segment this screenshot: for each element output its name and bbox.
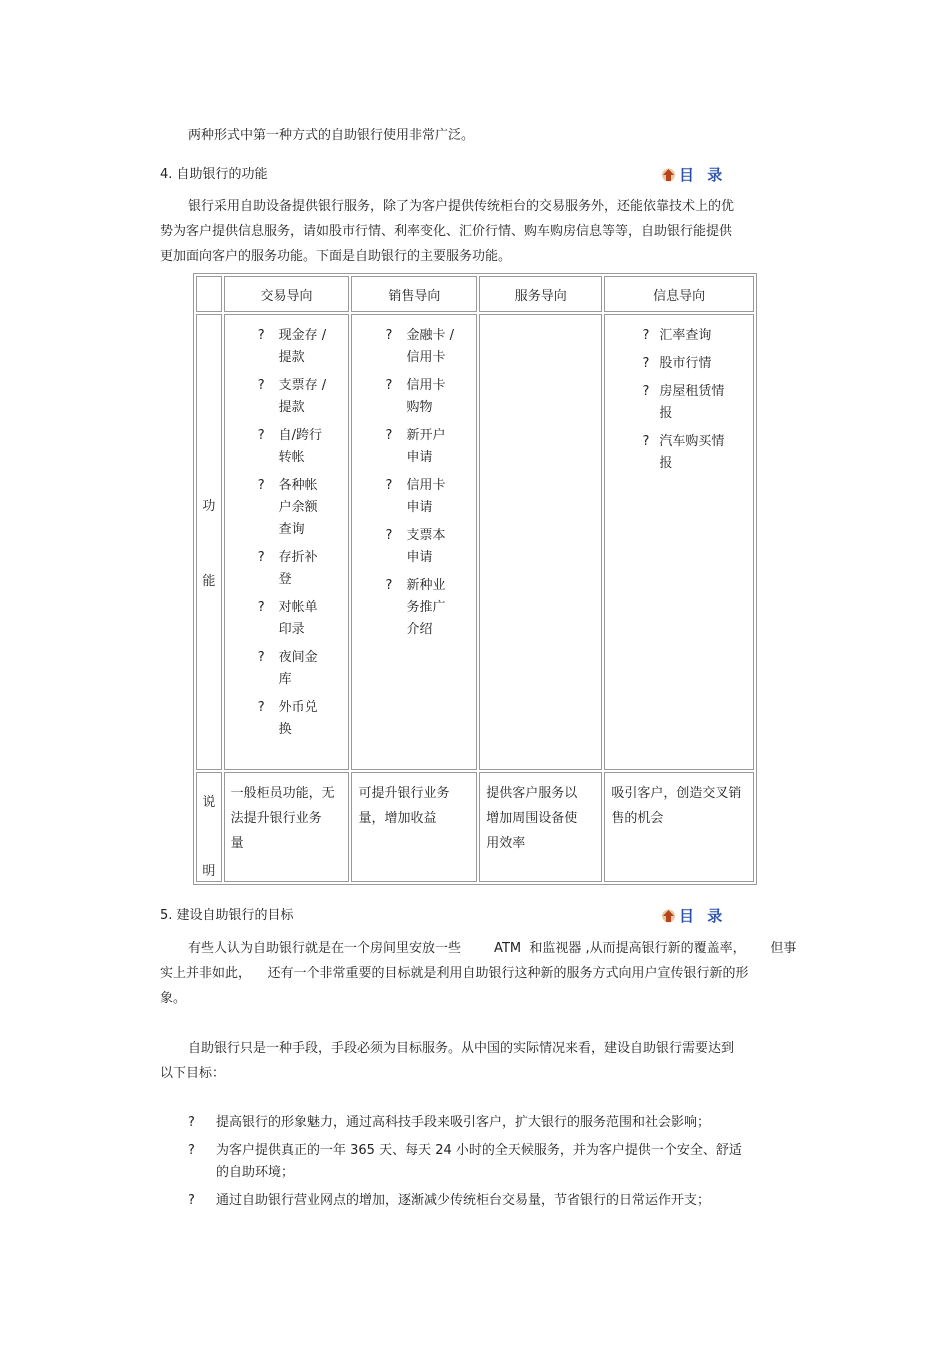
trade-features-cell xyxy=(224,314,350,770)
list-item-line: 申请 xyxy=(406,500,433,515)
section-5-paragraph-1 xyxy=(160,936,800,1011)
list-item-line: 新开户 xyxy=(406,428,446,443)
list-item-line: 支票本 xyxy=(406,528,446,543)
note-line: 增加周围设备使 xyxy=(486,811,578,826)
list-item-text xyxy=(279,647,341,691)
list-item xyxy=(605,431,753,475)
list-item-line: 为客户提供真正的一年 365 天、每天 24 小时的全天候服务，并为客户提供一个安全、舒适 xyxy=(216,1143,742,1158)
list-item xyxy=(225,375,349,419)
paragraph-line: 自助银行只是一种手段，手段必须为目标服务。从中国的实际情况来看，建设自助银行需要达到 xyxy=(188,1041,735,1056)
list-item xyxy=(225,597,349,641)
list-item-text xyxy=(406,575,468,641)
list-item-line: 房屋租赁情 xyxy=(659,384,725,399)
header-cell-info: 信息导向 xyxy=(604,276,754,312)
list-item xyxy=(225,647,349,691)
table-note-row xyxy=(196,772,754,882)
sales-feature-list xyxy=(352,315,476,641)
list-item-line: 各种帐 xyxy=(278,478,318,493)
list-item xyxy=(225,325,349,369)
list-item-text xyxy=(279,375,341,419)
note-line: 吸引客户，创造交叉销 xyxy=(611,786,742,801)
header-cell-service: 服务导向 xyxy=(479,276,602,312)
goal-bullet-list xyxy=(160,1112,780,1218)
table-header-row xyxy=(196,276,754,312)
section-4-paragraph xyxy=(160,194,800,269)
list-item xyxy=(225,697,349,741)
toc-label: 目 录 xyxy=(679,166,727,184)
list-item-line: 换 xyxy=(278,722,292,737)
list-item-text xyxy=(659,325,739,347)
list-item-text xyxy=(406,375,468,419)
list-item xyxy=(352,425,476,469)
list-item-line: 提款 xyxy=(278,400,305,415)
list-item-line: 新种业 xyxy=(406,578,446,593)
bullet-marker: ? xyxy=(642,384,650,399)
bullet-marker: ? xyxy=(642,356,650,371)
toc-link-section-4[interactable] xyxy=(662,164,726,185)
note-line: 法提升银行业务 xyxy=(230,811,322,826)
list-item-line: 金融卡 / xyxy=(406,328,454,343)
row-label-char: 明 xyxy=(202,864,216,879)
list-item-line: 印录 xyxy=(278,622,305,637)
list-item xyxy=(605,325,753,347)
list-item-text xyxy=(659,353,739,375)
info-feature-list xyxy=(605,315,753,475)
list-item-line: 提高银行的形象魅力，通过高科技手段来吸引客户，扩大银行的服务范围和社会影响； xyxy=(216,1115,711,1130)
list-item-line: 户余额 xyxy=(278,500,318,515)
list-item-text xyxy=(216,1140,780,1184)
up-arrow-icon xyxy=(662,909,675,923)
section-5-heading: 5. 建设自助银行的目标 xyxy=(160,908,294,923)
row-label-char: 功 xyxy=(202,499,216,514)
up-arrow-icon xyxy=(662,168,675,182)
bullet-marker: ? xyxy=(385,478,393,493)
note-cell-sales xyxy=(351,772,477,882)
list-item-line: 汇率查询 xyxy=(659,328,712,343)
list-item-line: 对帐单 xyxy=(278,600,318,615)
list-item xyxy=(605,381,753,425)
list-item-line: 报 xyxy=(659,406,673,421)
list-item-text xyxy=(279,547,341,591)
list-item-line: 汽车购买情 xyxy=(659,434,725,449)
sales-features-cell xyxy=(351,314,477,770)
list-item-text xyxy=(216,1190,780,1212)
list-item xyxy=(352,325,476,369)
list-item-line: 介绍 xyxy=(406,622,433,637)
list-item-line: 信用卡 xyxy=(406,478,446,493)
list-item xyxy=(352,475,476,519)
list-item-text xyxy=(279,597,341,641)
bullet-marker: ? xyxy=(188,1115,195,1130)
paragraph-line: 象。 xyxy=(160,991,187,1006)
note-line: 量，增加收益 xyxy=(358,811,437,826)
list-item-text xyxy=(406,325,468,369)
list-item-line: 夜间金 xyxy=(278,650,318,665)
trade-feature-list xyxy=(225,315,349,741)
row-label-note xyxy=(196,772,222,882)
list-item-line: 的自助环境； xyxy=(216,1165,295,1180)
list-item-text xyxy=(406,425,468,469)
list-item-line: 提款 xyxy=(278,350,305,365)
list-item-text xyxy=(216,1112,780,1134)
list-item-line: 自/跨行 xyxy=(278,428,323,443)
list-item-line: 存折补 xyxy=(278,550,318,565)
row-label-char: 能 xyxy=(202,574,216,589)
list-item xyxy=(225,475,349,541)
intro-line: 两种形式中第一种方式的自助银行使用非常广泛。 xyxy=(188,128,475,143)
list-item-text xyxy=(279,697,341,741)
list-item-line: 报 xyxy=(659,456,673,471)
bullet-marker: ? xyxy=(257,650,265,665)
list-item-line: 股市行情 xyxy=(659,356,712,371)
list-item xyxy=(225,425,349,469)
info-features-cell xyxy=(604,314,754,770)
bullet-marker: ? xyxy=(642,434,650,449)
section-4-heading: 4. 自助银行的功能 xyxy=(160,167,268,182)
list-item-line: 申请 xyxy=(406,550,433,565)
list-item-line: 信用卡 xyxy=(406,378,446,393)
list-item xyxy=(605,353,753,375)
list-item-text xyxy=(659,431,739,475)
bullet-marker: ? xyxy=(257,328,265,343)
list-item-line: 现金存 / xyxy=(278,328,327,343)
row-label-function xyxy=(196,314,222,770)
list-item xyxy=(352,525,476,569)
bullet-marker: ? xyxy=(257,428,265,443)
note-cell-info xyxy=(604,772,754,882)
note-line: 提供客户服务以 xyxy=(486,786,578,801)
list-item-line: 务推广 xyxy=(406,600,446,615)
bullet-marker: ? xyxy=(188,1193,195,1208)
note-line: 一般柜员功能，无 xyxy=(230,786,335,801)
list-item xyxy=(225,547,349,591)
list-item xyxy=(352,375,476,419)
bullet-marker: ? xyxy=(642,328,650,343)
bullet-marker: ? xyxy=(385,378,393,393)
list-item-line: 库 xyxy=(278,672,292,687)
list-item xyxy=(160,1112,780,1134)
note-cell-trade xyxy=(224,772,350,882)
row-label-char: 说 xyxy=(202,795,216,810)
list-item-line: 外币兑 xyxy=(278,700,318,715)
list-item-line: 申请 xyxy=(406,450,433,465)
paragraph-line: 以下目标： xyxy=(160,1066,226,1081)
bullet-marker: ? xyxy=(385,578,393,593)
note-cell-service xyxy=(479,772,602,882)
note-line: 用效率 xyxy=(486,836,526,851)
bullet-marker: ? xyxy=(257,478,265,493)
table-function-row xyxy=(196,314,754,770)
list-item-text xyxy=(279,425,341,469)
list-item-line: 查询 xyxy=(278,522,305,537)
list-item-text xyxy=(279,325,341,369)
bullet-marker: ? xyxy=(385,328,393,343)
paragraph-line: 势为客户提供信息服务，请如股市行情、利率变化、汇价行情、购车购房信息等等，自助银行能提供 xyxy=(160,224,733,239)
header-cell-trade: 交易导向 xyxy=(224,276,350,312)
list-item-line: 信用卡 xyxy=(406,350,446,365)
list-item xyxy=(160,1140,780,1184)
list-item-text xyxy=(406,475,468,519)
toc-label: 目 录 xyxy=(679,907,727,925)
service-features-cell xyxy=(479,314,602,770)
list-item-text xyxy=(659,381,739,425)
list-item xyxy=(160,1190,780,1212)
list-item-line: 通过自助银行营业网点的增加，逐渐减少传统柜台交易量，节省银行的日常运作开支； xyxy=(216,1193,711,1208)
header-cell-sales: 销售导向 xyxy=(351,276,477,312)
list-item-line: 支票存 / xyxy=(278,378,327,393)
list-item xyxy=(352,575,476,641)
bullet-marker: ? xyxy=(257,700,265,715)
section-5-paragraph-2 xyxy=(160,1036,800,1086)
bullet-marker: ? xyxy=(188,1143,195,1158)
note-line: 量 xyxy=(230,836,244,851)
bullet-marker: ? xyxy=(257,600,265,615)
paragraph-line: 更加面向客户的服务功能。下面是自助银行的主要服务功能。 xyxy=(160,249,512,264)
paragraph-line: 实上并非如此， 还有一个非常重要的目标就是利用自助银行这种新的服务方式向用户宣传银行新的形 xyxy=(160,966,749,981)
list-item-text xyxy=(279,475,341,541)
toc-link-section-5[interactable] xyxy=(662,905,726,926)
list-item-line: 购物 xyxy=(406,400,433,415)
bullet-marker: ? xyxy=(385,528,393,543)
list-item-line: 登 xyxy=(278,572,292,587)
note-line: 售的机会 xyxy=(611,811,664,826)
bullet-marker: ? xyxy=(257,378,265,393)
note-line: 可提升银行业务 xyxy=(358,786,450,801)
header-cell-empty xyxy=(196,276,222,312)
function-table xyxy=(193,273,757,885)
paragraph-line: 有些人认为自助银行就是在一个房间里安放一些 ATM 和监视器 ,从而提高银行新的覆盖率， 但事 xyxy=(188,941,797,956)
bullet-marker: ? xyxy=(385,428,393,443)
bullet-marker: ? xyxy=(257,550,265,565)
paragraph-line: 银行采用自助设备提供银行服务，除了为客户提供传统柜台的交易服务外，还能依靠技术上的优 xyxy=(188,199,735,214)
list-item-line: 转帐 xyxy=(278,450,305,465)
list-item-text xyxy=(406,525,468,569)
